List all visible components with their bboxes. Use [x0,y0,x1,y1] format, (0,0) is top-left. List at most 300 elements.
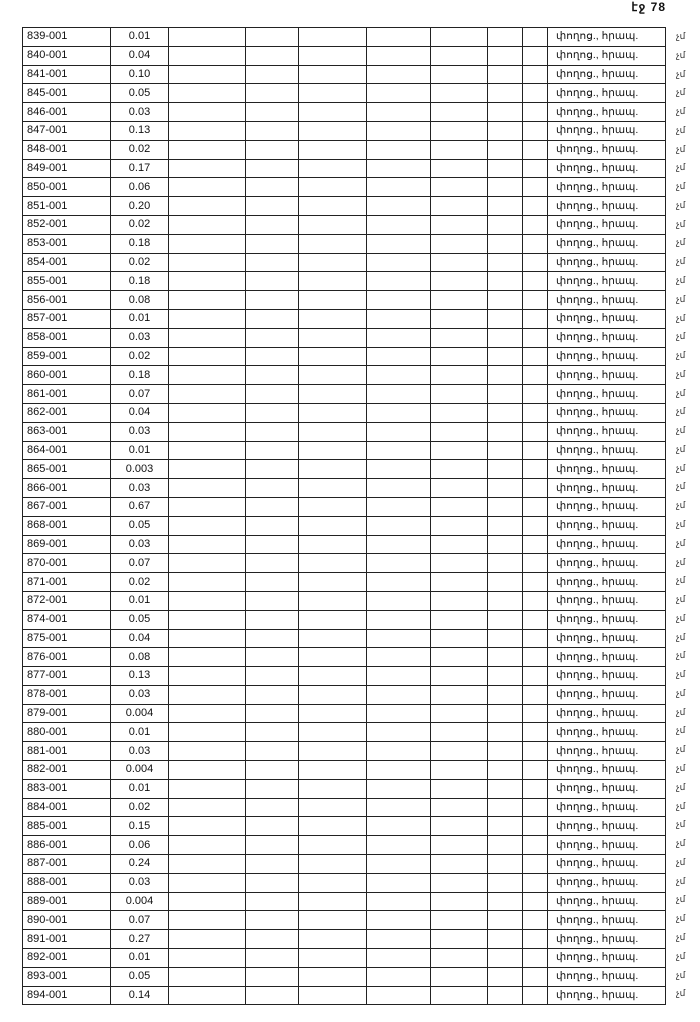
empty-cell [299,723,367,742]
address-type: փողոց., հրապ. [548,422,666,441]
address-type: փողոց., հրապ. [548,949,666,968]
empty-cell [523,159,548,178]
empty-cell [431,103,488,122]
address-type: փողոց., հրապ. [548,46,666,65]
empty-cell [488,986,523,1005]
margin-mark: չմ [676,519,686,530]
parcel-code: 856-001 [23,291,111,310]
empty-cell [431,497,488,516]
table-row [23,516,666,535]
empty-cell [246,46,299,65]
empty-cell [299,516,367,535]
area-value: 0.10 [111,65,169,84]
empty-cell [523,272,548,291]
parcel-code: 876-001 [23,648,111,667]
area-value: 0.03 [111,422,169,441]
empty-cell [488,535,523,554]
area-value: 0.07 [111,911,169,930]
empty-cell [169,761,246,780]
margin-mark: չմ [676,819,686,830]
empty-cell [169,554,246,573]
empty-cell [169,704,246,723]
empty-cell [431,291,488,310]
area-value: 0.004 [111,761,169,780]
empty-cell [523,892,548,911]
empty-cell [523,234,548,253]
empty-cell [367,422,431,441]
empty-cell [299,197,367,216]
parcel-code: 878-001 [23,685,111,704]
area-value: 0.01 [111,28,169,47]
empty-cell [523,309,548,328]
area-value: 0.02 [111,573,169,592]
empty-cell [431,591,488,610]
empty-cell [246,667,299,686]
area-value: 0.06 [111,836,169,855]
address-type: փողոց., հրապ. [548,103,666,122]
margin-mark: չմ [676,781,686,792]
empty-cell [299,685,367,704]
address-type: փողոց., հրապ. [548,84,666,103]
empty-cell [431,554,488,573]
empty-cell [367,911,431,930]
empty-cell [431,779,488,798]
parcel-code: 841-001 [23,65,111,84]
empty-cell [169,347,246,366]
empty-cell [367,798,431,817]
empty-cell [523,121,548,140]
table-row [23,121,666,140]
address-type: փողոց., հրապ. [548,873,666,892]
empty-cell [246,779,299,798]
empty-cell [367,46,431,65]
area-value: 0.03 [111,873,169,892]
empty-cell [299,28,367,47]
empty-cell [431,967,488,986]
empty-cell [488,967,523,986]
empty-cell [367,441,431,460]
parcel-code: 862-001 [23,403,111,422]
margin-mark: չմ [676,293,686,304]
table-row [23,497,666,516]
parcel-code: 857-001 [23,309,111,328]
parcel-code: 884-001 [23,798,111,817]
empty-cell [169,479,246,498]
address-type: փողոց., հրապ. [548,291,666,310]
empty-cell [523,591,548,610]
margin-mark: չմ [676,425,686,436]
empty-cell [523,761,548,780]
parcel-code: 894-001 [23,986,111,1005]
empty-cell [169,197,246,216]
empty-cell [246,742,299,761]
table-row [23,986,666,1005]
address-type: փողոց., հրապ. [548,159,666,178]
empty-cell [488,648,523,667]
empty-cell [299,855,367,874]
area-value: 0.03 [111,535,169,554]
empty-cell [169,742,246,761]
table-row [23,347,666,366]
empty-cell [367,704,431,723]
empty-cell [523,704,548,723]
table-row [23,535,666,554]
address-type: փողոց., հրապ. [548,761,666,780]
empty-cell [523,667,548,686]
area-value: 0.07 [111,554,169,573]
empty-cell [299,742,367,761]
parcel-code: 864-001 [23,441,111,460]
address-type: փողոց., հրապ. [548,930,666,949]
address-type: փողոց., հրապ. [548,648,666,667]
empty-cell [169,535,246,554]
table-row [23,46,666,65]
table-row [23,28,666,47]
empty-cell [488,704,523,723]
empty-cell [169,967,246,986]
empty-cell [431,629,488,648]
empty-cell [431,347,488,366]
table-row [23,723,666,742]
table-row [23,291,666,310]
table-row [23,573,666,592]
empty-cell [488,855,523,874]
address-type: փողոց., հրապ. [548,911,666,930]
empty-cell [523,422,548,441]
table-row [23,460,666,479]
empty-cell [523,516,548,535]
table-row [23,667,666,686]
area-value: 0.13 [111,667,169,686]
margin-mark: չմ [676,575,686,586]
empty-cell [431,65,488,84]
margin-mark: չմ [676,462,686,473]
empty-cell [431,986,488,1005]
empty-cell [488,554,523,573]
area-value: 0.02 [111,215,169,234]
address-type: փողոց., հրապ. [548,121,666,140]
address-type: փողոց., հրապ. [548,28,666,47]
table-row [23,685,666,704]
margin-mark: չմ [676,443,686,454]
empty-cell [246,497,299,516]
address-type: փողոց., հրապ. [548,309,666,328]
empty-cell [431,460,488,479]
empty-cell [169,610,246,629]
margin-mark: չմ [676,143,686,154]
empty-cell [488,253,523,272]
address-type: փողոց., հրապ. [548,535,666,554]
empty-cell [246,723,299,742]
empty-cell [246,610,299,629]
empty-cell [431,28,488,47]
empty-cell [431,197,488,216]
address-type: փողոց., հրապ. [548,704,666,723]
margin-mark: չմ [676,481,686,492]
address-type: փողոց., հրապ. [548,554,666,573]
empty-cell [488,347,523,366]
empty-cell [299,873,367,892]
empty-cell [246,234,299,253]
parcel-code: 854-001 [23,253,111,272]
empty-cell [488,610,523,629]
margin-mark: չմ [676,350,686,361]
table-row [23,949,666,968]
empty-cell [367,84,431,103]
empty-cell [367,347,431,366]
empty-cell [431,930,488,949]
empty-cell [523,629,548,648]
empty-cell [488,178,523,197]
empty-cell [488,949,523,968]
empty-cell [523,685,548,704]
table-row [23,930,666,949]
empty-cell [488,385,523,404]
empty-cell [431,761,488,780]
empty-cell [299,65,367,84]
empty-cell [431,84,488,103]
empty-cell [169,121,246,140]
address-type: փողոց., հրապ. [548,779,666,798]
area-value: 0.18 [111,272,169,291]
empty-cell [299,967,367,986]
empty-cell [169,591,246,610]
address-type: փողոց., հրապ. [548,685,666,704]
empty-cell [431,723,488,742]
empty-cell [299,949,367,968]
empty-cell [169,836,246,855]
empty-cell [169,873,246,892]
empty-cell [431,704,488,723]
margin-mark: չմ [676,181,686,192]
area-value: 0.004 [111,704,169,723]
empty-cell [169,65,246,84]
empty-cell [246,949,299,968]
empty-cell [246,554,299,573]
empty-cell [246,685,299,704]
empty-cell [523,328,548,347]
empty-cell [488,911,523,930]
address-type: փողոց., հրապ. [548,403,666,422]
empty-cell [246,28,299,47]
empty-cell [367,855,431,874]
parcel-code: 870-001 [23,554,111,573]
empty-cell [246,159,299,178]
address-type: փողոց., հրապ. [548,272,666,291]
empty-cell [299,779,367,798]
empty-cell [523,385,548,404]
margin-mark: չմ [676,763,686,774]
table-row [23,328,666,347]
empty-cell [488,798,523,817]
area-value: 0.003 [111,460,169,479]
empty-cell [431,949,488,968]
empty-cell [299,121,367,140]
address-type: փողոց., հրապ. [548,460,666,479]
empty-cell [523,967,548,986]
margin-mark: չմ [676,725,686,736]
empty-cell [367,309,431,328]
margin-mark: չմ [676,331,686,342]
margin-mark: չմ [676,594,686,605]
empty-cell [299,309,367,328]
land-parcel-table [22,27,666,1005]
empty-cell [299,610,367,629]
address-type: փողոց., հրապ. [548,667,666,686]
empty-cell [246,309,299,328]
parcel-code: 866-001 [23,479,111,498]
parcel-code: 850-001 [23,178,111,197]
empty-cell [246,65,299,84]
margin-mark: չմ [676,838,686,849]
area-value: 0.03 [111,685,169,704]
table-row [23,422,666,441]
parcel-code: 840-001 [23,46,111,65]
empty-cell [246,648,299,667]
margin-mark: չմ [676,706,686,717]
empty-cell [488,328,523,347]
empty-cell [431,516,488,535]
empty-cell [367,291,431,310]
empty-cell [488,892,523,911]
table-row [23,215,666,234]
empty-cell [246,836,299,855]
empty-cell [246,516,299,535]
empty-cell [367,215,431,234]
table-row [23,648,666,667]
empty-cell [431,121,488,140]
page-number: էջ 78 [631,0,666,14]
empty-cell [488,817,523,836]
parcel-code: 881-001 [23,742,111,761]
empty-cell [523,535,548,554]
empty-cell [431,667,488,686]
empty-cell [523,836,548,855]
table-row [23,479,666,498]
empty-cell [299,178,367,197]
empty-cell [299,704,367,723]
empty-cell [246,366,299,385]
empty-cell [431,441,488,460]
address-type: փողոց., հրապ. [548,610,666,629]
area-value: 0.17 [111,159,169,178]
table-row [23,309,666,328]
margin-mark: չմ [676,913,686,924]
empty-cell [488,742,523,761]
empty-cell [299,817,367,836]
table-row [23,761,666,780]
empty-cell [299,573,367,592]
empty-cell [523,28,548,47]
address-type: փողոց., հրապ. [548,516,666,535]
table-row [23,610,666,629]
empty-cell [488,761,523,780]
area-value: 0.01 [111,309,169,328]
margin-mark: չմ [676,68,686,79]
empty-cell [488,197,523,216]
area-value: 0.05 [111,516,169,535]
parcel-code: 845-001 [23,84,111,103]
empty-cell [367,817,431,836]
empty-cell [299,761,367,780]
empty-cell [488,403,523,422]
empty-cell [246,573,299,592]
area-value: 0.08 [111,648,169,667]
margin-mark: չմ [676,556,686,567]
area-value: 0.13 [111,121,169,140]
empty-cell [299,159,367,178]
empty-cell [246,704,299,723]
empty-cell [367,197,431,216]
empty-cell [523,479,548,498]
parcel-code: 861-001 [23,385,111,404]
parcel-code: 863-001 [23,422,111,441]
area-value: 0.07 [111,385,169,404]
empty-cell [169,328,246,347]
area-value: 0.01 [111,441,169,460]
parcel-code: 871-001 [23,573,111,592]
margin-mark: չմ [676,988,686,999]
table-row [23,366,666,385]
empty-cell [488,460,523,479]
table-row [23,159,666,178]
address-type: փողոց., հրապ. [548,234,666,253]
empty-cell [299,479,367,498]
empty-cell [299,441,367,460]
margin-mark: չմ [676,931,686,942]
empty-cell [488,497,523,516]
empty-cell [523,497,548,516]
parcel-code: 880-001 [23,723,111,742]
empty-cell [488,836,523,855]
empty-cell [431,422,488,441]
empty-cell [299,798,367,817]
empty-cell [488,309,523,328]
empty-cell [169,516,246,535]
empty-cell [523,291,548,310]
empty-cell [246,761,299,780]
empty-cell [169,272,246,291]
empty-cell [488,723,523,742]
empty-cell [246,967,299,986]
area-value: 0.04 [111,403,169,422]
area-value: 0.18 [111,234,169,253]
margin-mark: չմ [676,87,686,98]
margin-mark: չմ [676,500,686,511]
parcel-code: 859-001 [23,347,111,366]
empty-cell [367,873,431,892]
empty-cell [488,930,523,949]
empty-cell [367,573,431,592]
table-row [23,742,666,761]
address-type: փողոց., հրապ. [548,629,666,648]
empty-cell [169,723,246,742]
empty-cell [169,422,246,441]
parcel-code: 872-001 [23,591,111,610]
table-row [23,911,666,930]
empty-cell [246,460,299,479]
empty-cell [523,253,548,272]
empty-cell [431,817,488,836]
empty-cell [523,103,548,122]
empty-cell [523,554,548,573]
parcel-code: 877-001 [23,667,111,686]
empty-cell [169,817,246,836]
margin-mark: չմ [676,387,686,398]
empty-cell [169,949,246,968]
empty-cell [246,479,299,498]
address-type: փողոց., հրապ. [548,573,666,592]
